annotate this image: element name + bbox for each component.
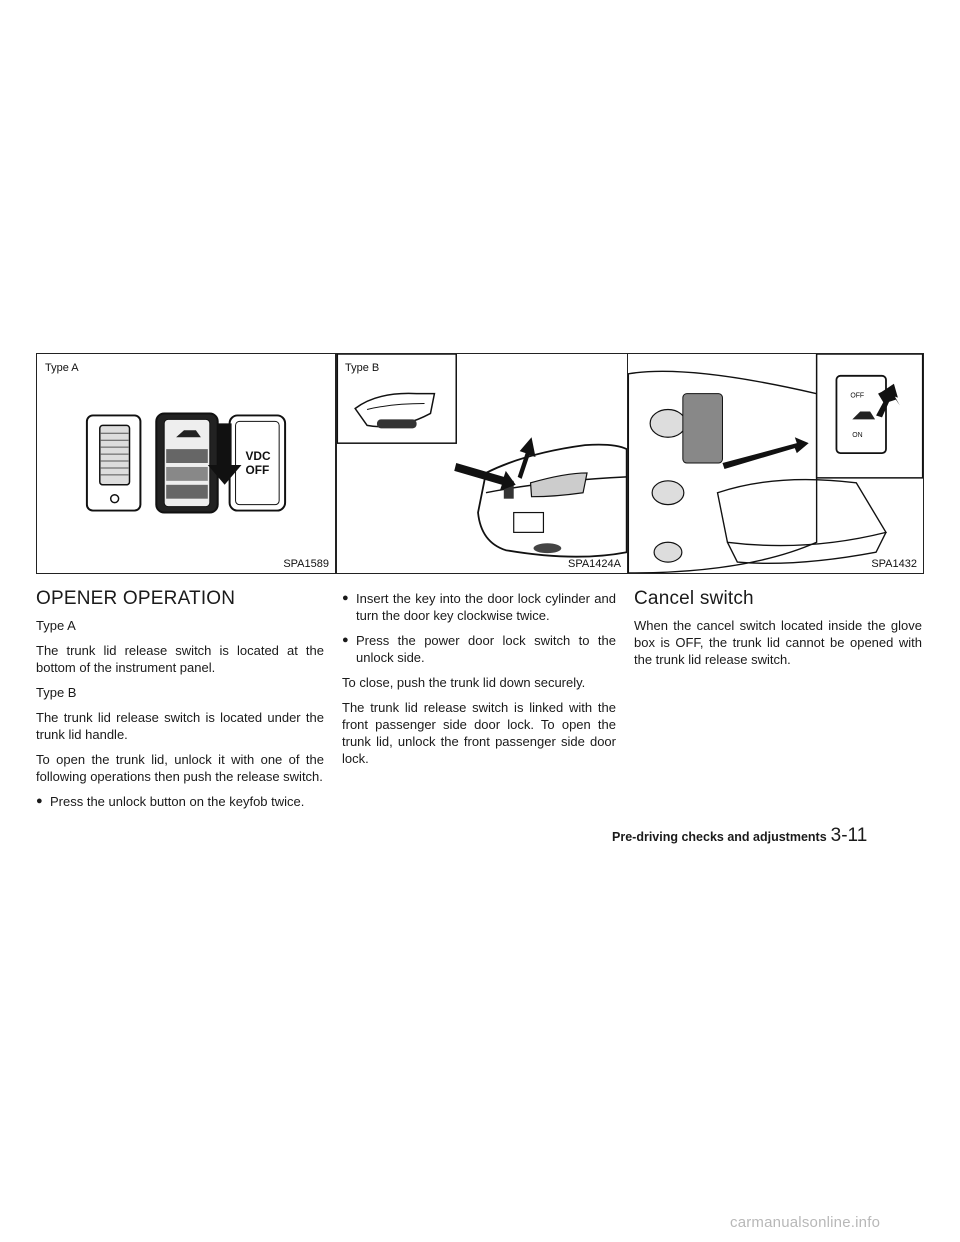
bullet-icon: ● — [342, 634, 349, 646]
glove-box-illustration — [628, 354, 923, 573]
bullet-item — [342, 590, 616, 624]
type-a-label: Type A — [36, 618, 76, 633]
switch-panel-illustration — [37, 354, 335, 573]
bullet-icon: ● — [36, 795, 43, 807]
figure-type-b — [336, 353, 628, 574]
figure-cancel-switch — [627, 353, 924, 574]
bullet-text: Insert the key into the door lock cylinder and turn the door key clockwise twice. — [356, 591, 616, 623]
paragraph: The trunk lid release switch is linked with the front passenger side door lock. To open the trunk lid, unlock the front passenger side door lock. — [342, 700, 616, 766]
figure-code: SPA1589 — [283, 558, 329, 570]
column-3 — [634, 584, 922, 676]
figure-type-a — [36, 353, 336, 574]
figure-code: SPA1424A — [567, 558, 621, 570]
column-2 — [342, 590, 616, 775]
page-number: 3-11 — [830, 825, 868, 846]
type-b-label: Type B — [36, 685, 77, 700]
bullet-item — [342, 632, 616, 666]
vdc-label-2: OFF — [245, 462, 270, 477]
paragraph: To open the trunk lid, unlock it with one of the following operations then push the release switch. — [36, 752, 324, 784]
bullet-icon: ● — [342, 592, 349, 604]
page-footer — [612, 825, 867, 847]
vdc-label-1: VDC — [245, 449, 271, 464]
figure-type-label: Type A — [45, 362, 79, 374]
paragraph: The trunk lid release switch is located at the bottom of the instrument panel. — [36, 643, 324, 675]
figure-code: SPA1432 — [871, 558, 917, 570]
switch-on-label: ON — [852, 432, 863, 440]
heading-cancel-switch: Cancel switch — [634, 588, 754, 609]
column-1 — [36, 584, 324, 818]
footer-section-title: Pre-driving checks and adjustments — [612, 830, 827, 844]
switch-off-label: OFF — [850, 392, 865, 400]
bullet-text: Press the power door lock switch to the unlock side. — [356, 633, 616, 665]
paragraph: The trunk lid release switch is located under the trunk lid handle. — [36, 710, 324, 742]
paragraph: When the cancel switch located inside the glove box is OFF, the trunk lid cannot be opened with the trunk lid release switch. — [634, 618, 922, 667]
watermark[interactable]: carmanualsonline.info — [730, 1214, 881, 1231]
heading-opener-operation: OPENER OPERATION — [36, 588, 236, 609]
trunk-handle-illustration — [337, 354, 627, 573]
bullet-item — [36, 793, 324, 810]
bullet-text: Press the unlock button on the keyfob twice. — [50, 794, 305, 809]
paragraph: To close, push the trunk lid down securely. — [342, 675, 586, 690]
figure-type-label: Type B — [345, 362, 380, 374]
